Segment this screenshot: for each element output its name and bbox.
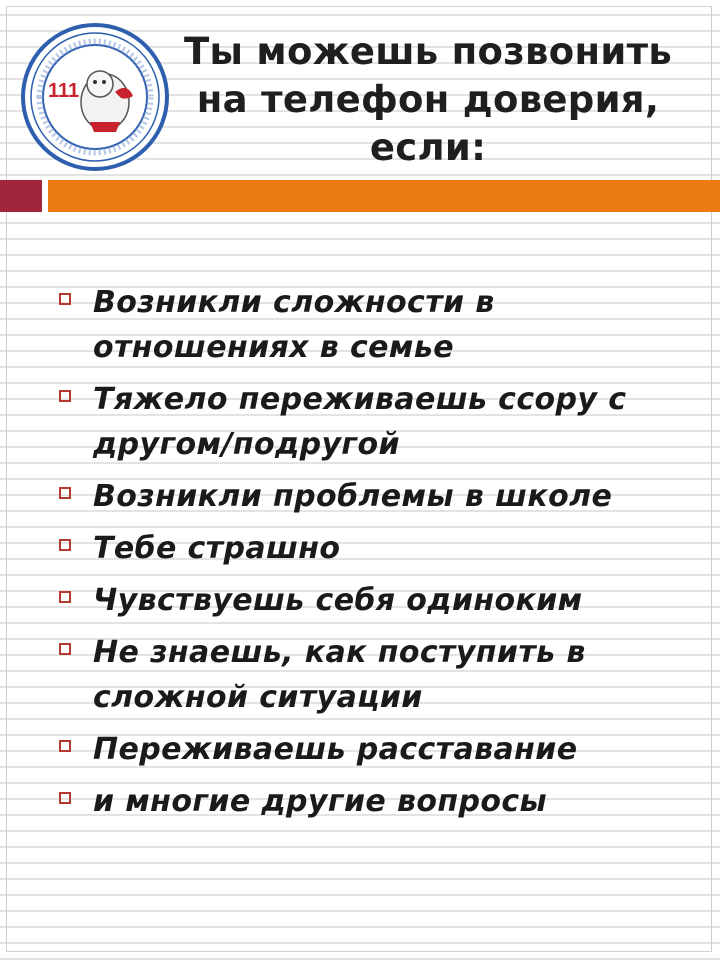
title-line-1: Ты можешь позвонить: [183, 30, 673, 73]
list-item-text: Переживаешь расставание: [93, 732, 578, 767]
list-item: [55, 526, 705, 571]
list-item: [55, 377, 705, 467]
list-item-text: Не знаешь, как поступить в сложной ситуации: [93, 635, 586, 715]
square-bullet-icon: [59, 643, 71, 655]
reasons-list: [55, 280, 705, 831]
list-item-text: Тяжело переживаешь ссору с другом/подругой: [93, 382, 627, 462]
square-bullet-icon: [59, 740, 71, 752]
square-bullet-icon: [59, 591, 71, 603]
square-bullet-icon: [59, 539, 71, 551]
page-title: [168, 28, 688, 172]
list-item-text: Возникли сложности в отношениях в семье: [93, 285, 495, 365]
list-item-text: и многие другие вопросы: [93, 784, 548, 819]
title-line-3: если:: [369, 126, 487, 169]
square-bullet-icon: [59, 293, 71, 305]
list-item-text: Возникли проблемы в школе: [93, 479, 613, 514]
title-line-2: на телефон доверия,: [196, 78, 660, 121]
list-item-text: Тебе страшно: [93, 531, 341, 566]
list-item: [55, 630, 705, 720]
hotline-emblem-icon: [20, 22, 170, 172]
logo-number: 111: [48, 80, 80, 102]
list-item: [55, 727, 705, 772]
square-bullet-icon: [59, 792, 71, 804]
list-item: [55, 280, 705, 370]
hotline-logo: [20, 22, 170, 172]
list-item: [55, 578, 705, 623]
slide-header: [0, 0, 720, 178]
list-item: [55, 779, 705, 824]
accent-square: [0, 180, 42, 212]
list-item: [55, 474, 705, 519]
square-bullet-icon: [59, 487, 71, 499]
list-item-text: Чувствуешь себя одиноким: [93, 583, 583, 618]
square-bullet-icon: [59, 390, 71, 402]
accent-bar: [48, 180, 720, 212]
